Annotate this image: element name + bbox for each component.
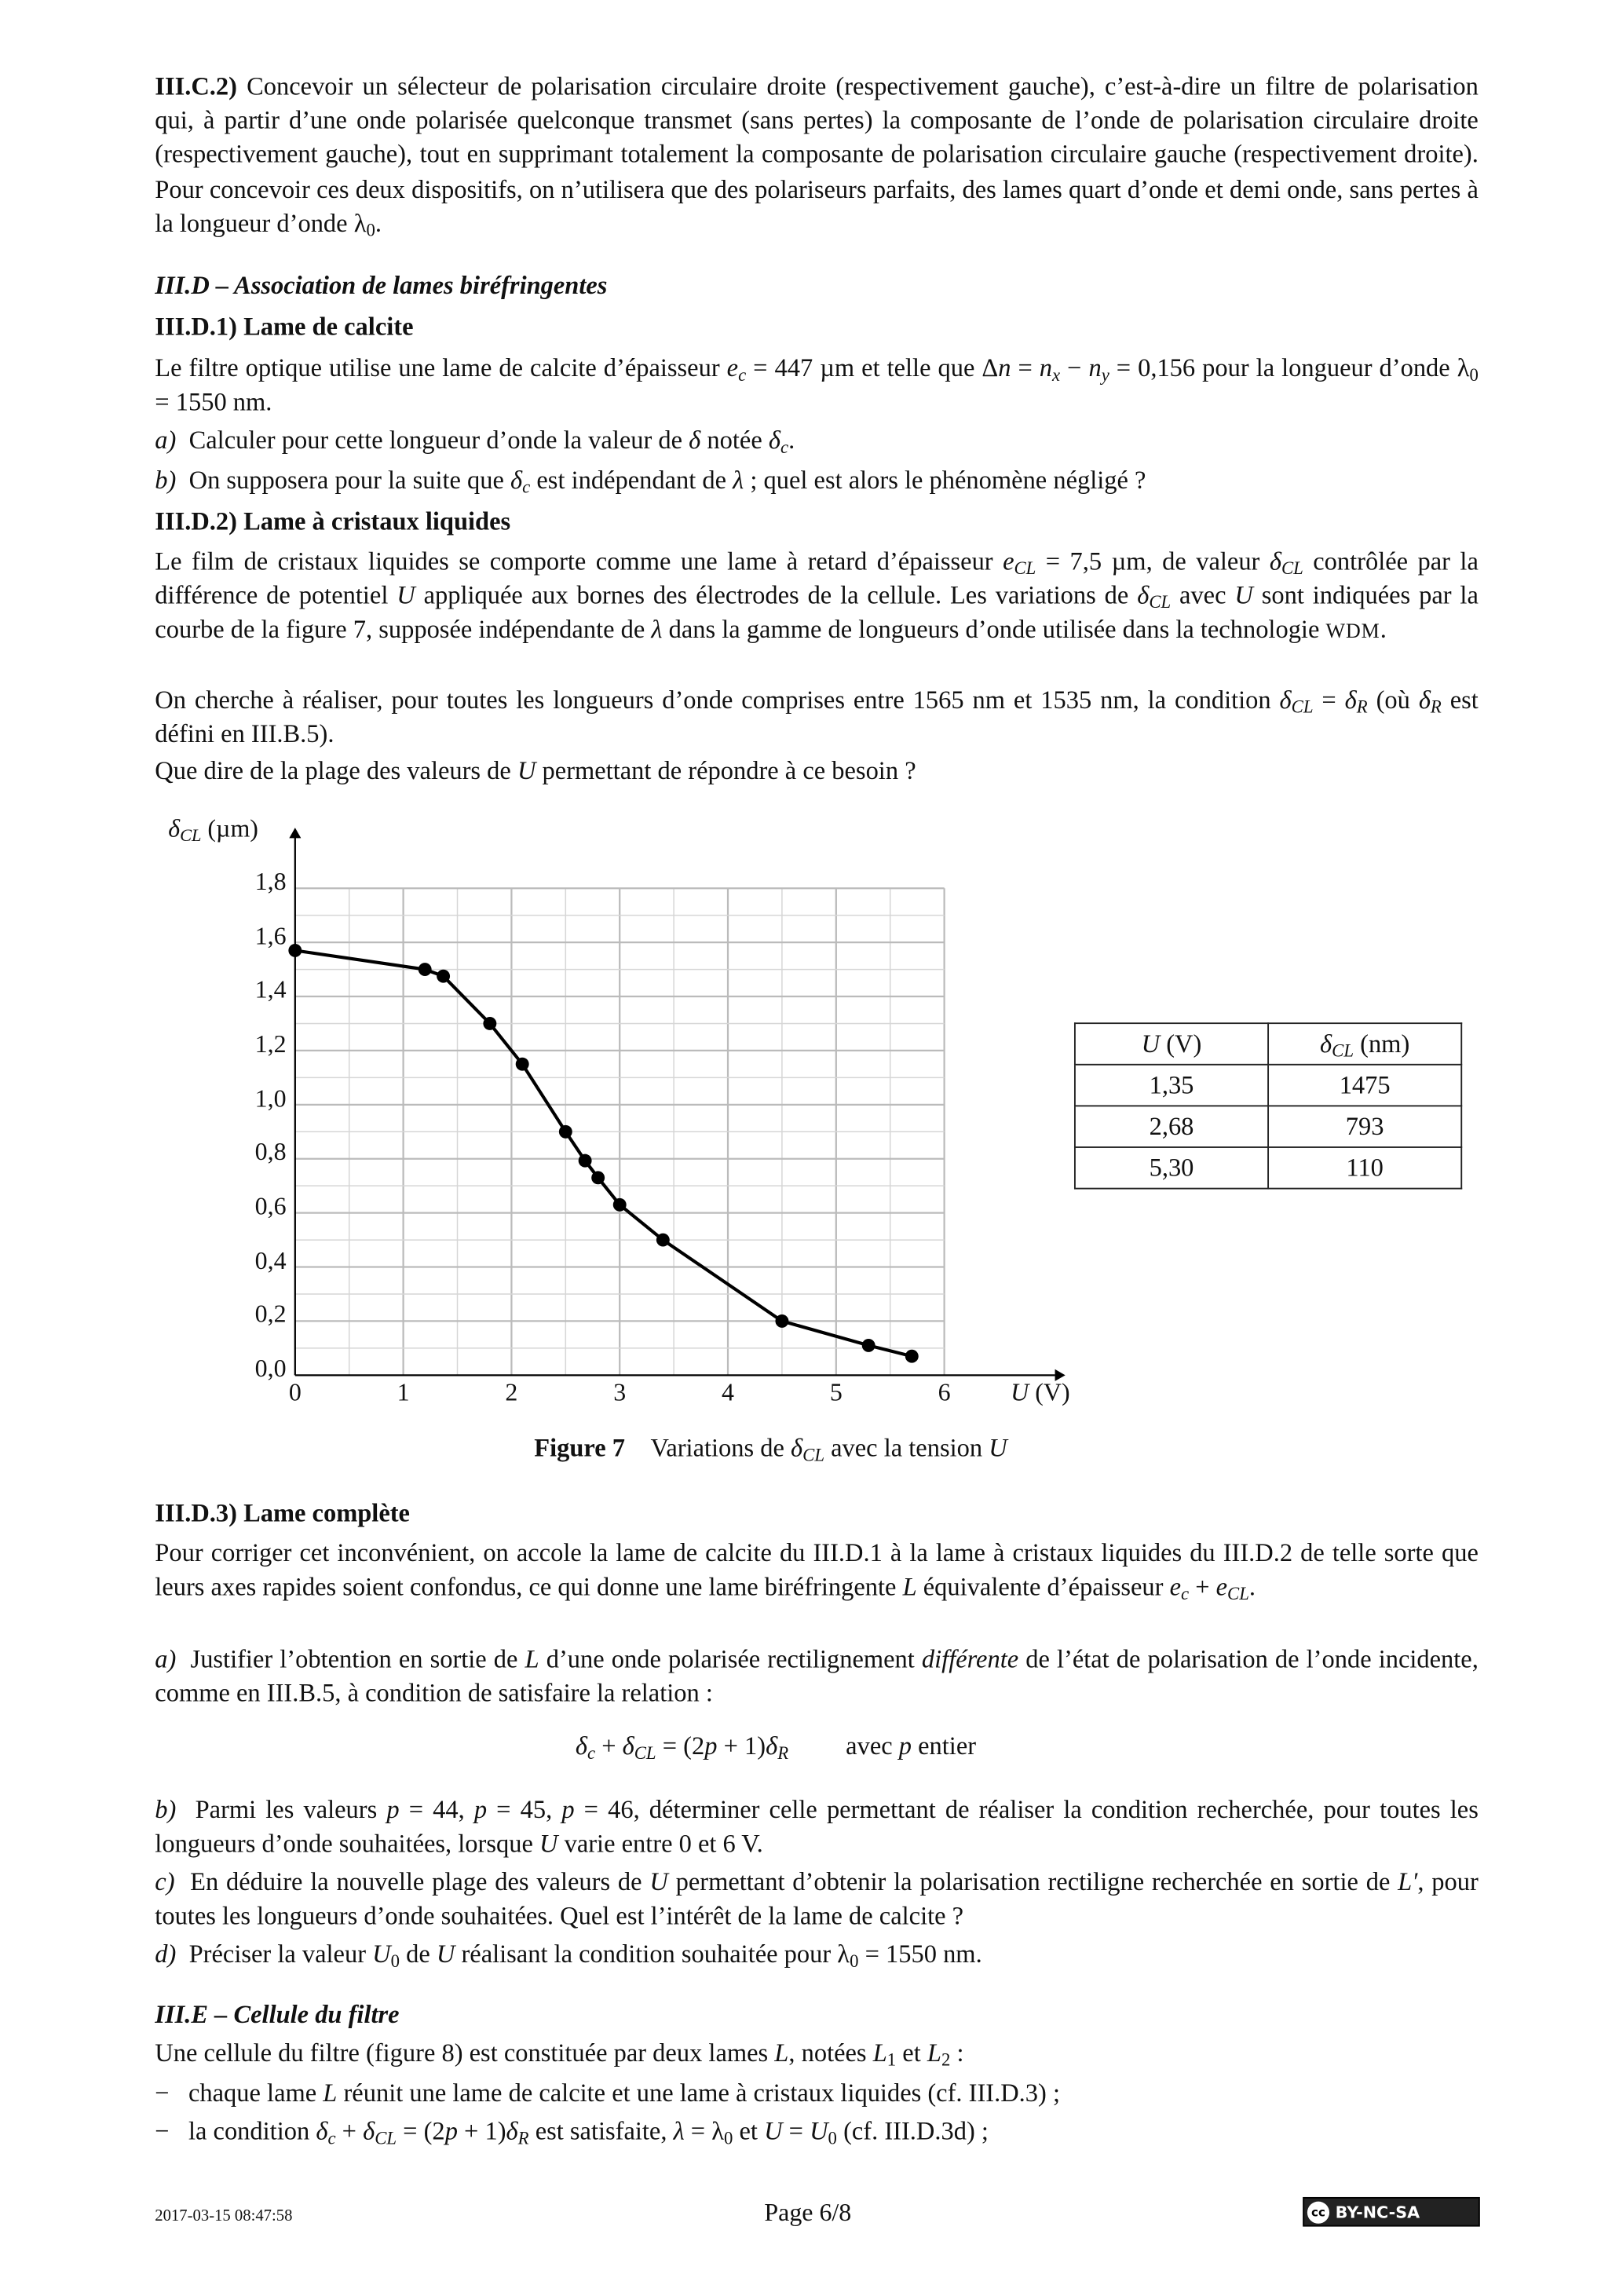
- table-header: $\delta_{CL}$ (nm): [1268, 1023, 1461, 1065]
- cc-license-badge: [1303, 2197, 1479, 2227]
- y-tick-label: 0,2: [254, 1300, 287, 1329]
- x-tick-label: 1: [397, 1378, 410, 1406]
- figure-caption-text: Variations de $\delta_{CL}$ avec la tension U: [650, 1434, 1007, 1465]
- question-III-D-1-b: b) On supposera pour la suite que $\delta_c$ est indépendant de λ ; quel est alors le phénomène négligé ?: [155, 466, 1146, 498]
- license-text: BY-NC-SA: [1335, 2202, 1420, 2221]
- x-tick-label: 3: [613, 1378, 627, 1406]
- x-tick-label: 4: [722, 1378, 734, 1406]
- data-point: [775, 1314, 788, 1328]
- data-point: [591, 1171, 605, 1184]
- question-III-C-2: III.C.2) Concevoir un sélecteur de polarisation circulaire droite (respectivement gauche), c’est-à-dire un filtre de polarisation qui, à partir d’une onde polarisée quelconque transmet (sans pertes) la composante de l’onde de polarisation circulaire droite (respectivement gauche), tout en supprimant totalement la composante de polarisation circulaire gauche (respectivement droite). Pour concevoir ces deux dispositifs, on n’utilisera que des polariseurs parfaits, des lames quart d’onde et demi onde, sans pertes à la longueur d’onde $\lambda_0$.: [155, 72, 1479, 240]
- paragraph-condition: On cherche à réaliser, pour toutes les longueurs d’onde comprises entre 1565 nm et 1535 nm, la condition $\delta_{CL} = \delta_R$ (où $\delta_R$ est défini en III.B.5).: [155, 686, 1479, 749]
- table-header: U (V): [1075, 1023, 1268, 1065]
- figure-caption-label: Figure 7: [534, 1434, 626, 1463]
- table-cell: 110: [1268, 1147, 1461, 1189]
- y-tick-label: 0,0: [254, 1355, 287, 1383]
- y-tick-label: 1,6: [254, 921, 287, 950]
- y-tick-label: 0,8: [254, 1138, 287, 1167]
- equation: $\delta_c + \delta_{CL} = (2p + 1)\delta_R$ avec p entier: [575, 1732, 977, 1764]
- cc-logo-icon: cc: [1307, 2201, 1329, 2223]
- table-cell: 5,30: [1075, 1147, 1268, 1189]
- data-point: [656, 1234, 670, 1247]
- paragraph-complete-plate: Pour corriger cet inconvénient, on accole la lame de calcite du III.D.1 à la lame à cristaux liquides du III.D.2 de telle sorte que leurs axes rapides soient confondus, ce qui donne une lame biréfringente L équivalente d’épaisseur $e_c + e_{CL}$.: [155, 1538, 1479, 1604]
- data-point: [905, 1350, 919, 1363]
- question-III-D-3-c: c) En déduire la nouvelle plage des valeurs de U permettant d’obtenir la polarisation rectiligne recherchée en sortie de L′, pour toutes les longueurs d’onde souhaitées. Quel est l’intérêt de la lame de calcite ?: [155, 1867, 1479, 1931]
- table-cell: 793: [1268, 1106, 1461, 1147]
- y-tick-label: 0,4: [254, 1246, 287, 1274]
- question-III-D-2: Que dire de la plage des valeurs de U permettant de répondre à ce besoin ?: [155, 756, 916, 785]
- question-III-D-3-a: a) Justifier l’obtention en sortie de L d’une onde polarisée rectilignement différente de l’état de polarisation de l’onde incidente, comme en III.B.5, à condition de satisfaire la relation :: [155, 1645, 1479, 1708]
- x-tick-label: 2: [505, 1378, 518, 1406]
- x-tick-label: 0: [288, 1378, 302, 1406]
- data-point: [419, 963, 432, 976]
- y-tick-label: 1,4: [254, 975, 287, 1004]
- list-item: − la condition $\delta_c + \delta_{CL} = (2p + 1)\delta_R$ est satisfaite, $\lambda = \lambda_0$ et $U = U_0$ (cf. III.D.3d) ;: [155, 2117, 989, 2148]
- paragraph-calcite: Le filtre optique utilise une lame de calcite d’épaisseur $e_c = 447$ µm et telle que $\Delta n = n_x - n_y = 0,156$ pour la longueur d’onde $\lambda_0 = 1550$ nm.: [155, 353, 1479, 417]
- x-tick-label: 5: [829, 1378, 843, 1406]
- table-row: [1075, 1065, 1461, 1106]
- y-tick-label: 0,6: [254, 1192, 287, 1221]
- paragraph-liquid-crystals: Le film de cristaux liquides se comporte comme une lame à retard d’épaisseur $e_{CL} = 7,5$ µm, de valeur $\delta_{CL}$ contrôlée par la différence de potentiel U appliquée aux bornes des électrodes de la cellule. Les variations de $\delta_{CL}$ avec U sont indiquées par la courbe de la figure 7, supposée indépendante de λ dans la gamme de longueurs d’onde utilisée dans la technologie WDM.: [155, 547, 1479, 645]
- footer-timestamp: 2017-03-15 08:47:58: [155, 2207, 293, 2225]
- table-header-row: [1075, 1023, 1461, 1065]
- data-point: [516, 1058, 529, 1071]
- data-point: [579, 1154, 592, 1168]
- table-row: [1075, 1106, 1461, 1147]
- paragraph-filter-cell: Une cellule du filtre (figure 8) est constituée par deux lames L, notées $L_1$ et $L_2$ :: [155, 2038, 964, 2071]
- y-tick-label: 1,0: [254, 1084, 287, 1113]
- data-point: [862, 1339, 875, 1352]
- question-III-D-1-a: a) Calculer pour cette longueur d’onde la valeur de δ notée $\delta_c$.: [155, 426, 795, 458]
- x-axis-label: U (V): [1011, 1378, 1070, 1406]
- y-axis-label: $\delta_{CL}$ (µm): [168, 814, 258, 846]
- data-point: [559, 1125, 572, 1139]
- section-heading-III-D: III.D – Association de lames biréfringentes: [155, 271, 608, 300]
- data-point: [437, 970, 450, 983]
- x-tick-label: 6: [938, 1378, 951, 1406]
- table-cell: 2,68: [1075, 1106, 1268, 1147]
- figure-caption: [534, 1434, 1007, 1464]
- list-item: − chaque lame L réunit une lame de calcite et une lame à cristaux liquides (cf. III.D.3) ;: [155, 2078, 1060, 2108]
- y-tick-label: 1,2: [254, 1029, 287, 1058]
- table-row: [1075, 1147, 1461, 1189]
- table-cell: 1475: [1268, 1065, 1461, 1106]
- section-heading-III-E: III.E – Cellule du filtre: [155, 2001, 400, 2029]
- question-III-D-3-b: b) Parmi les valeurs p = 44, p = 45, p = 46, déterminer celle permettant de réaliser la condition recherchée, pour toutes les longueurs d’onde souhaitées, lorsque U varie entre 0 et 6 V.: [155, 1795, 1479, 1859]
- footer-page-number: Page 6/8: [764, 2198, 852, 2227]
- data-point: [288, 944, 302, 957]
- question-III-D-3-d: d) Préciser la valeur $U_0$ de U réalisant la condition souhaitée pour $\lambda_0 = 1550$ nm.: [155, 1940, 982, 1972]
- subsection-heading-III-D-2: III.D.2) Lame à cristaux liquides: [155, 507, 511, 536]
- data-table: [1074, 1022, 1462, 1189]
- y-tick-label: 1,8: [254, 867, 287, 896]
- data-point: [613, 1198, 627, 1212]
- subsection-heading-III-D-3: III.D.3) Lame complète: [155, 1499, 410, 1527]
- table-cell: 1,35: [1075, 1065, 1268, 1106]
- data-point: [483, 1017, 496, 1030]
- subsection-heading-III-D-1: III.D.1) Lame de calcite: [155, 313, 414, 342]
- data-line: [295, 950, 912, 1356]
- figure-7-chart: [148, 812, 1121, 1476]
